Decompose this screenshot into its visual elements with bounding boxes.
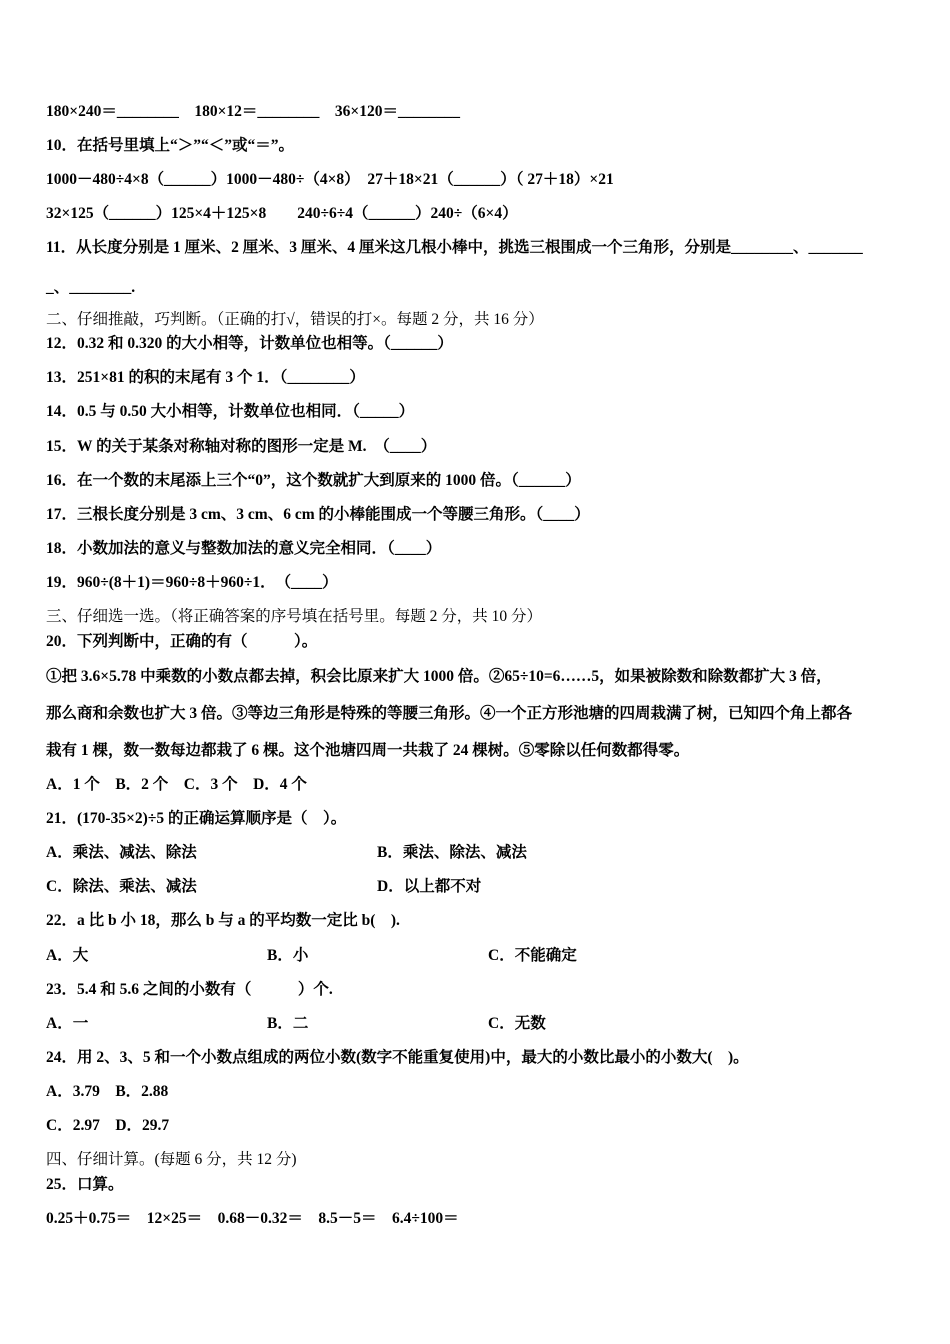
question-21-option-a: A．乘法、减法、除法 [46,844,197,861]
question-14: 14．0.5 与 0.50 大小相等，计数单位也相同．（_____） [46,403,415,420]
question-16: 16．在一个数的末尾添上三个“0”，这个数就扩大到原来的 1000 倍。（______） [46,472,581,489]
question-13: 13．251×81 的积的末尾有 3 个 1．（________） [46,369,365,386]
question-23: 23．5.4 和 5.6 之间的小数有（ ）个. [46,981,333,998]
section-4-heading: 四、仔细计算。(每题 6 分，共 12 分) [46,1151,297,1168]
question-20-options: A．1 个 B．2 个 C．3 个 D．4 个 [46,776,307,793]
calc-row-multiplication: 180×240＝________ 180×12＝________ 36×120＝________ [46,103,460,120]
question-15: 15．W 的关于某条对称轴对称的图形一定是 M. （____） [46,438,437,455]
question-24-options-ab: A．3.79 B．2.88 [46,1083,169,1100]
question-10-row-2: 32×125（______）125×4＋125×8 240÷6÷4（______）240÷（6×4） [46,205,518,222]
question-24: 24．用 2、3、5 和一个小数点组成的两位小数(数字不能重复使用)中，最大的小数比最小的小数大( )。 [46,1049,749,1066]
question-22-option-a: A．大 [46,947,89,964]
question-17: 17．三根长度分别是 3 cm、3 cm、6 cm 的小棒能围成一个等腰三角形。（____） [46,506,590,523]
question-23-option-a: A．一 [46,1015,89,1032]
question-22-option-b: B．小 [267,947,309,964]
question-23-option-c: C．无数 [488,1015,546,1032]
question-21-option-d: D．以上都不对 [377,878,482,895]
question-24-options-cd: C．2.97 D．29.7 [46,1117,170,1134]
question-25-oral-calc: 0.25＋0.75＝ 12×25＝ 0.68－0.32＝ 8.5－5＝ 6.4÷100＝ [46,1210,459,1227]
question-21-option-b: B．乘法、除法、减法 [377,844,527,861]
question-11: 11．从长度分别是 1 厘米、2 厘米、3 厘米、4 厘米这几根小棒中，挑选三根围成一个三角形，分别是________、_______ [46,239,863,256]
section-2-heading: 二、仔细推敲，巧判断。（正确的打√，错误的打×。每题 2 分，共 16 分） [46,311,544,328]
question-11-continued: _、________. [46,279,136,296]
question-25: 25．口算。 [46,1176,124,1193]
question-18: 18．小数加法的意义与整数加法的意义完全相同．（____） [46,540,442,557]
question-21-option-c: C．除法、乘法、减法 [46,878,197,895]
question-21: 21．(170-35×2)÷5 的正确运算顺序是（ ）。 [46,810,347,827]
question-23-option-b: B．二 [267,1015,309,1032]
question-10-title: 10．在括号里填上“＞”“＜”或“＝”。 [46,137,295,154]
question-20-body-3: 栽有 1 棵，数一数每边都栽了 6 棵。这个池塘四周一共栽了 24 棵树。⑤零除以任何数都得零。 [46,742,690,759]
question-19: 19．960÷(8＋1)＝960÷8＋960÷1． （____） [46,574,338,591]
section-3-heading: 三、仔细选一选。（将正确答案的序号填在括号里。每题 2 分，共 10 分） [46,608,543,625]
question-20-body-2: 那么商和余数也扩大 3 倍。③等边三角形是特殊的等腰三角形。④一个正方形池塘的四周栽满了树，已知四个角上都各 [46,705,853,722]
question-12: 12．0.32 和 0.320 的大小相等，计数单位也相等。（______） [46,335,453,352]
question-20-body-1: ①把 3.6×5.78 中乘数的小数点都去掉，积会比原来扩大 1000 倍。②65÷10=6……5，如果被除数和除数都扩大 3 倍， [46,668,832,685]
question-22-option-c: C．不能确定 [488,947,577,964]
question-20: 20．下列判断中，正确的有（ ）。 [46,633,318,650]
question-22: 22．a 比 b 小 18，那么 b 与 a 的平均数一定比 b( ). [46,912,400,929]
question-10-row-1: 1000－480÷4×8（______）1000－480÷（4×8） 27＋18×21（______）（ 27＋18）×21 [46,171,614,188]
